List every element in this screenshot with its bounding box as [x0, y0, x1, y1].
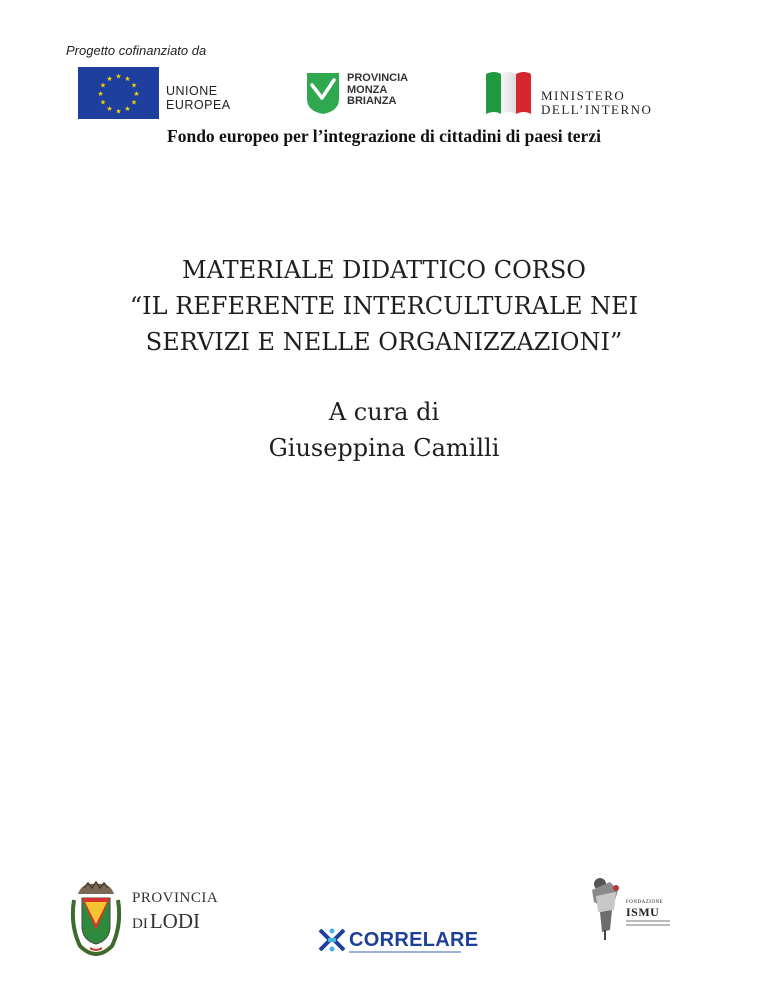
correlare-logo	[318, 924, 479, 958]
provincia-monza-brianza-logo	[305, 70, 435, 118]
ismu-subtitle-line-2	[626, 924, 670, 926]
provincia-lodi-logo	[70, 880, 220, 956]
eu-logo	[78, 67, 258, 119]
title-line-1: MATERIALE DIDATTICO CORSO	[182, 256, 586, 284]
eu-logo-line1: UNIONE	[166, 84, 218, 98]
monza-logo-line1: PROVINCIA	[347, 72, 409, 84]
monza-logo-line3: BRIANZA	[347, 95, 397, 107]
title-line-2: “IL REFERENTE INTERCULTURALE NEI	[129, 292, 639, 320]
svg-text:★: ★	[124, 75, 131, 83]
correlare-name: CORRELARE	[349, 929, 479, 951]
author-name: Giuseppina Camilli	[268, 434, 500, 462]
title-line-3: SERVIZI E NELLE ORGANIZZAZIONI”	[145, 328, 623, 356]
correlare-tagline-bar	[349, 951, 461, 953]
curator-block	[0, 394, 768, 466]
ministero-interno-logo	[486, 70, 656, 118]
lodi-logo-line1: PROVINCIA	[132, 890, 219, 906]
svg-text:★: ★	[130, 81, 138, 90]
svg-text:★: ★	[124, 105, 131, 113]
svg-text:★: ★	[133, 90, 140, 98]
svg-text:★: ★	[99, 81, 107, 90]
eu-logo-line2: EUROPEA	[166, 98, 231, 112]
svg-text:★: ★	[106, 75, 113, 83]
svg-text:★: ★	[106, 105, 113, 113]
italian-flag-icon	[486, 70, 532, 114]
ismu-subtitle-line-1	[626, 920, 670, 922]
svg-text:★: ★	[99, 98, 107, 107]
ismu-emblem-icon	[586, 874, 626, 942]
ministero-logo-line1: MINISTERO	[541, 88, 626, 103]
svg-text:★: ★	[97, 90, 104, 98]
svg-text:★: ★	[115, 107, 122, 116]
lodi-logo-line2	[132, 909, 200, 934]
cofinanced-label: Progetto cofinanziato da	[66, 43, 207, 58]
lodi-coat-of-arms-icon	[70, 880, 122, 956]
svg-text:★: ★	[130, 98, 138, 107]
curated-by-label: A cura di	[328, 398, 440, 426]
ismu-logo-line2: ISMU	[626, 905, 660, 919]
lodi-logo-prefix: DI	[132, 916, 148, 932]
correlare-x-icon	[318, 926, 346, 954]
ismu-logo	[586, 874, 686, 944]
monza-logo-line2: MONZA	[347, 83, 388, 96]
lodi-logo-name: LODI	[149, 909, 200, 933]
provincia-monza-brianza-logo-icon	[305, 71, 341, 115]
fund-name: Fondo europeo per l’integrazione di cittadini di paesi terzi	[167, 126, 601, 146]
document-title	[0, 252, 768, 360]
ministero-logo-line2: DELL’INTERNO	[541, 102, 653, 117]
svg-text:★: ★	[115, 72, 122, 81]
eu-flag-icon	[78, 67, 159, 119]
ismu-logo-line1: FONDAZIONE	[626, 900, 664, 905]
